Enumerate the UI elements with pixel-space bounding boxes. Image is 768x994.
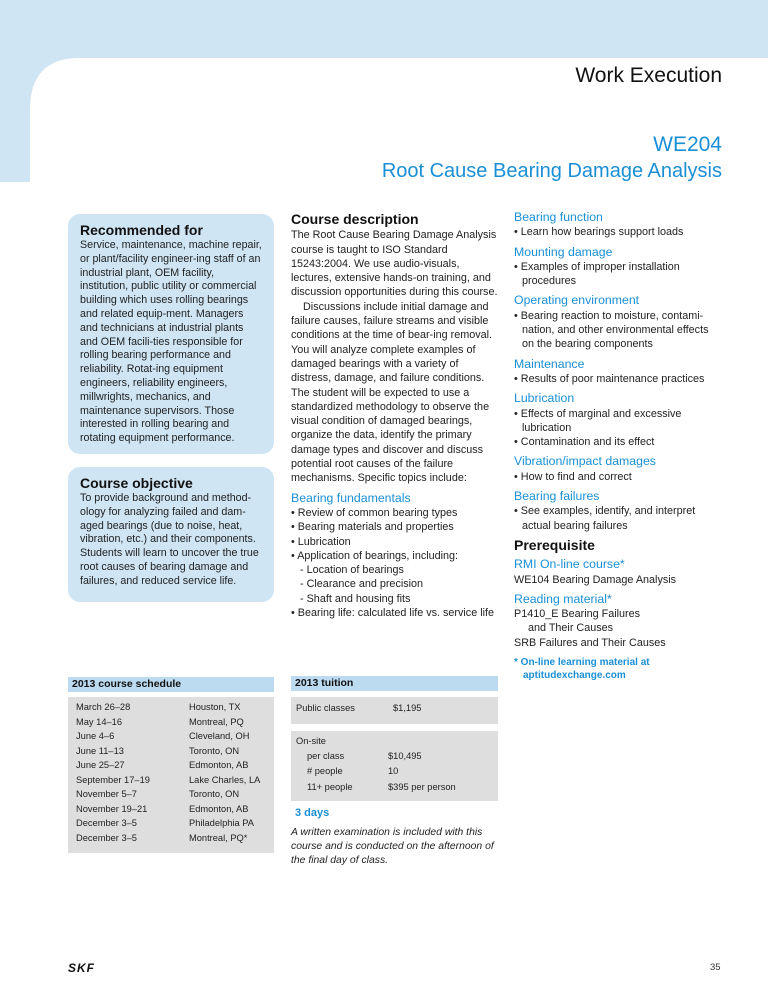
online-note: * On-line learning material at	[514, 657, 650, 669]
recommended-text: Service, maintenance, machine repair, or plant/facility engineer-ing staff of an industrial plant, OEM facility, institution, public utility or commercial building which uses rolling bearings and related equip-ment. Managers and technicians at industrial plants and OEM facili-ties responsible for rolling bearing performance and reliability. Rotat-ing equipment engineers, reliability engineers, millwrights, mechanics, and maintenance supervisors. Those interested in rolling bearing and rotating equipment performance.	[80, 239, 262, 445]
sub-list-item: - Clearance and precision	[291, 577, 501, 591]
onsite-label: On-site	[296, 736, 326, 746]
prerequisite-heading: Prerequisite	[514, 536, 595, 553]
duration: 3 days	[295, 807, 330, 819]
page-number: 35	[710, 962, 721, 973]
schedule-location: Lake Charles, LA	[189, 774, 261, 785]
list-item: • Review of common bearing types	[291, 506, 501, 520]
list-item: • Effects of marginal and excessive lubrication	[514, 407, 720, 436]
recommended-box	[68, 214, 274, 454]
onsite-row-price: $10,495	[388, 751, 422, 761]
sub-list-item: - Shaft and housing fits	[291, 592, 501, 606]
description-para2: Discussions include initial damage and failure causes, failure streams and visible conditions at the time of bear-ing removal. You will analyze complete examples of damaged bearings with a variety of distress, damage, and failure conditions. The student will be expected to use a standardized methodology to observe the visual condition of damaged bearings, organize the data, identify the primary damage types and discover and discuss potential root causes of the failure mechanisms. Specific topics include:	[291, 300, 493, 485]
list-item: • Contamination and its effect	[514, 435, 720, 449]
onsite-row-label: per class	[307, 751, 345, 761]
schedule-location: Montreal, PQ	[189, 716, 244, 727]
schedule-date: December 3–5	[76, 832, 137, 843]
onsite-row-price: $395 per person	[388, 782, 456, 792]
section-title: Work Execution	[575, 64, 722, 87]
schedule-table	[68, 697, 274, 853]
schedule-location: Montreal, PQ*	[189, 832, 248, 843]
public-label: Public classes	[296, 703, 355, 713]
list-item: • Bearing reaction to moisture, contami-nation, and other environmental effects on the bearing components	[514, 309, 720, 352]
objective-text: To provide background and method-ology for analyzing failed and dam-aged bearings (due to noise, heat, vibration, etc.) and their components. Students will learn to uncover the true root causes of bearing damage and failures, and reduced service life.	[80, 492, 259, 587]
list-item: • Application of bearings, including:	[291, 549, 501, 563]
course-title: Root Cause Bearing Damage Analysis	[381, 160, 722, 182]
list-item: • Bearing materials and properties	[291, 520, 501, 534]
schedule-date: December 3–5	[76, 818, 137, 828]
schedule-location: Edmonton, AB	[189, 760, 249, 770]
list-item: • How to find and correct	[514, 470, 720, 484]
skf-logo: SKF	[68, 961, 95, 975]
objective-heading: Course objective	[80, 475, 193, 491]
onsite-table	[291, 731, 498, 801]
public-classes-row	[291, 697, 498, 724]
schedule-date: June 4–6	[76, 731, 115, 741]
tuition-heading: 2013 tuition	[291, 676, 498, 691]
objective-box	[68, 467, 274, 602]
onsite-row-label: 11+ people	[307, 782, 353, 792]
onsite-row-price: 10	[388, 766, 399, 776]
course-code: WE204	[653, 133, 722, 156]
schedule-date: September 17–19	[76, 774, 150, 785]
public-price: $1,195	[393, 703, 422, 713]
list-item: • Learn how bearings support loads	[514, 225, 720, 239]
schedule-date: June 25–27	[76, 760, 125, 770]
topic-heading: Bearing failures	[514, 489, 600, 504]
description-para1: The Root Cause Bearing Damage Analysis course is taught to ISO Standard 15243:2004. We use audio-visuals, lectures, extensive hands-on training, and discussion opportunities during this course.	[291, 229, 498, 299]
exam-note: A written examination is included with this course and is conducted on the afternoon of the final day of class.	[291, 827, 494, 866]
schedule-location: Edmonton, AB	[189, 803, 249, 814]
online-course-heading: RMI On-line course*	[514, 557, 625, 572]
schedule-location: Toronto, ON	[189, 745, 240, 756]
topic-heading: Mounting damage	[514, 244, 613, 259]
list-item: • Results of poor maintenance practices	[514, 372, 720, 386]
reading-item: SRB Failures and Their Causes	[514, 636, 666, 649]
onsite-row-label: # people	[307, 766, 343, 776]
reading-item-cont: and Their Causes	[528, 622, 614, 635]
topic-heading: Lubrication	[514, 391, 575, 406]
schedule-location: Cleveland, OH	[189, 731, 250, 741]
schedule-location: Houston, TX	[189, 702, 241, 712]
reading-item: P1410_E Bearing Failures	[514, 608, 641, 621]
topic-heading: Operating environment	[514, 293, 640, 308]
schedule-location: Philadelphia PA	[189, 818, 254, 828]
recommended-heading: Recommended for	[80, 222, 203, 238]
fundamentals-heading: Bearing fundamentals	[291, 490, 411, 505]
schedule-date: November 5–7	[76, 789, 137, 799]
description-column	[291, 212, 501, 620]
list-item: • Examples of improper installation procedures	[514, 260, 720, 289]
schedule-date: March 26–28	[76, 702, 131, 712]
schedule-date: November 19–21	[76, 803, 148, 814]
sub-list-item: - Location of bearings	[291, 563, 501, 577]
topics-column	[514, 210, 720, 682]
schedule-location: Toronto, ON	[189, 789, 240, 799]
online-note-link[interactable]: aptitudexchange.com	[523, 670, 626, 682]
schedule-date: May 14–16	[76, 716, 122, 727]
topic-heading: Vibration/impact damages	[514, 454, 656, 469]
topic-heading: Bearing function	[514, 210, 603, 224]
list-item: • Bearing life: calculated life vs. service life	[291, 606, 501, 620]
topic-heading: Maintenance	[514, 356, 585, 371]
list-item: • See examples, identify, and interpret actual bearing failures	[514, 504, 720, 533]
description-heading: Course description	[291, 211, 419, 227]
online-course-item: WE104 Bearing Damage Analysis	[514, 573, 677, 586]
schedule-heading: 2013 course schedule	[68, 677, 274, 692]
reading-heading: Reading material*	[514, 591, 612, 606]
schedule-date: June 11–13	[76, 745, 124, 756]
list-item: • Lubrication	[291, 535, 501, 549]
